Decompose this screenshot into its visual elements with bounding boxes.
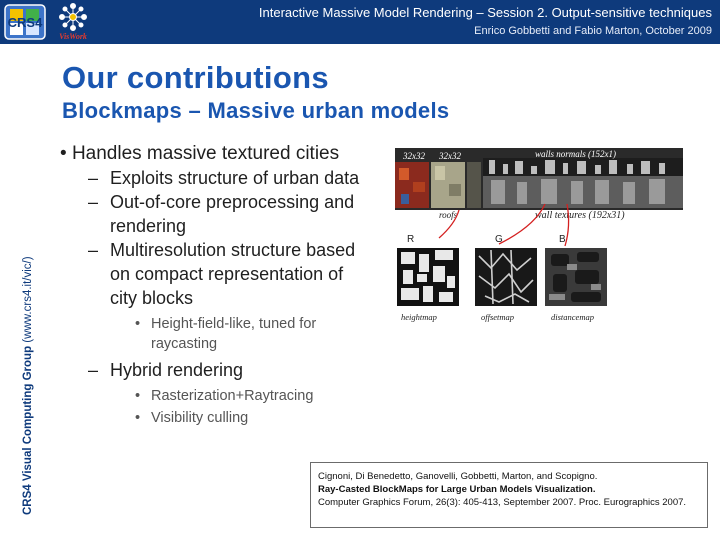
crs4-logo-text: CRS4 <box>7 15 43 30</box>
citation-authors: Cignoni, Di Benedetto, Ganovelli, Gobbetti, Marton, and Scopigno. <box>318 471 598 482</box>
sub-bullet-text: Multiresolution structure based on compact representation of city blocks <box>110 240 356 308</box>
citation-venue: Computer Graphics Forum, 26(3): 405-413, September 2007. Proc. Eurographics 2007. <box>318 497 687 508</box>
sub-sub-bullet-text: Height-field-like, tuned for raycasting <box>151 316 317 352</box>
viswork-logo-text: VisWork <box>59 32 87 41</box>
sub-sub-bullet-text: Visibility culling <box>151 410 249 426</box>
label-g: G <box>495 234 503 245</box>
header-bar <box>0 0 720 44</box>
group-name: CRS4 Visual Computing Group <box>22 345 34 515</box>
sub-sub-bullet-item: • Visibility culling <box>135 410 249 426</box>
bullet-text: Handles massive textured cities <box>71 143 340 164</box>
label-heightmap: heightmap <box>401 312 437 322</box>
sub-sub-bullet-text: Rasterization+Raytracing <box>151 388 314 404</box>
label-wall-textures: wall textures (192x31) <box>535 210 625 221</box>
bullet-list <box>60 142 370 428</box>
citation-title: Ray-Casted BlockMaps for Large Urban Models Visualization. <box>318 484 596 495</box>
group-url: (www.crs4.it/vic/) <box>22 256 34 346</box>
sub-bullet-item: – Exploits structure of urban data <box>88 168 360 188</box>
slide-title: Our contributions <box>62 60 329 95</box>
viswork-logo <box>50 2 96 42</box>
sub-sub-bullet-item: • Height-field-like, tuned for raycasting <box>135 316 317 352</box>
crs4-logo <box>4 4 46 40</box>
session-title: Interactive Massive Model Rendering – Session 2. Output-sensitive techniques <box>258 5 712 20</box>
label-walls-normals: walls normals (152x1) <box>535 149 616 159</box>
slide-subtitle: Blockmaps – Massive urban models <box>62 98 450 123</box>
sub-bullet-text: Out-of-core preprocessing and rendering <box>110 192 355 236</box>
label-r: R <box>407 234 415 245</box>
sub-sub-bullet-item: • Rasterization+Raytracing <box>135 388 314 404</box>
citation-box <box>310 462 708 528</box>
label-offsetmap: offsetmap <box>481 312 515 322</box>
label-32x32-b: 32x32 <box>439 151 461 161</box>
label-b: B <box>559 234 566 245</box>
blockmap-figure <box>395 146 683 356</box>
sub-bullet-item: – Hybrid rendering <box>88 360 244 380</box>
label-roofs: roofs <box>439 210 458 220</box>
label-distancemap: distancemap <box>551 312 594 322</box>
group-side-label <box>22 195 34 515</box>
sub-bullet-text: Hybrid rendering <box>110 360 244 380</box>
sub-bullet-item: – Out-of-core preprocessing and rendering <box>88 192 355 236</box>
sub-bullet-text: Exploits structure of urban data <box>110 168 360 188</box>
label-32x32-a: 32x32 <box>403 151 425 161</box>
bullet-item: • Handles massive textured cities <box>60 143 340 164</box>
sub-bullet-item: – Multiresolution structure based on compact representation of city blocks <box>88 240 356 308</box>
session-authors: Enrico Gobbetti and Fabio Marton, October 2009 <box>474 25 712 37</box>
